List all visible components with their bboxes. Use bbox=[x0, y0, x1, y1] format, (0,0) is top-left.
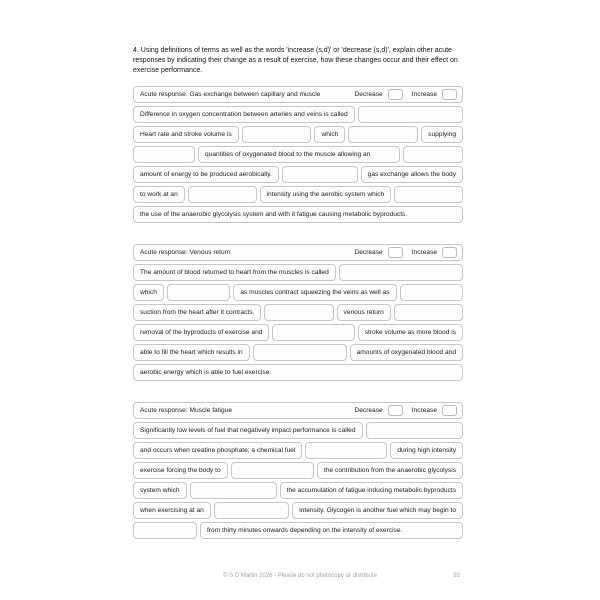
statement-box: exercise forcing the body to bbox=[133, 462, 228, 479]
section-title: Acute response: Gas exchange between capillary and muscle bbox=[140, 91, 321, 98]
statement-box: Significantly low levels of fuel that negatively impact performance is called bbox=[133, 422, 363, 439]
decrease-checkbox[interactable] bbox=[388, 89, 403, 100]
statement-box: venous return bbox=[337, 304, 391, 321]
increase-label: Increase bbox=[411, 249, 437, 256]
statement-row bbox=[133, 284, 463, 301]
answer-blank[interactable] bbox=[282, 166, 358, 183]
answer-blank[interactable] bbox=[358, 106, 463, 123]
answer-blank[interactable] bbox=[394, 304, 463, 321]
increase-label: Increase bbox=[411, 407, 437, 414]
answer-blank[interactable] bbox=[133, 522, 197, 539]
statement-box: amounts of oxygenated blood and bbox=[350, 344, 463, 361]
answer-blank[interactable] bbox=[167, 284, 230, 301]
increase-checkbox[interactable] bbox=[442, 89, 457, 100]
statement-box: aerobic energy which is able to fuel exercise. bbox=[133, 364, 463, 381]
statement-row bbox=[133, 344, 463, 361]
statement-box: removal of the byproducts of exercise and bbox=[133, 324, 269, 341]
statement-box: gas exchange allows the body bbox=[361, 166, 463, 183]
page-footer bbox=[0, 573, 600, 585]
answer-blank[interactable] bbox=[403, 146, 463, 163]
statement-box: which bbox=[133, 284, 164, 301]
statement-row bbox=[133, 462, 463, 479]
acute-response-section bbox=[133, 244, 463, 381]
answer-blank[interactable] bbox=[348, 126, 418, 143]
statement-row bbox=[133, 482, 463, 499]
answer-blank[interactable] bbox=[400, 284, 463, 301]
statement-box: supplying bbox=[421, 126, 463, 143]
statement-row bbox=[133, 304, 463, 321]
decrease-checkbox[interactable] bbox=[388, 247, 403, 258]
statement-row bbox=[133, 166, 463, 183]
statement-box: which bbox=[314, 126, 345, 143]
statement-row bbox=[133, 422, 463, 439]
worksheet-sections bbox=[133, 86, 463, 539]
statement-box: Difference in oxygen concentration between arteries and veins is called bbox=[133, 106, 355, 123]
statement-box: the accumulation of fatigue inducing metabolic byproducts bbox=[280, 482, 463, 499]
answer-blank[interactable] bbox=[339, 264, 463, 281]
statement-row bbox=[133, 186, 463, 203]
statement-box: as muscles contract squeezing the veins as well as bbox=[233, 284, 396, 301]
statement-box: amount of energy to be produced aerobically. bbox=[133, 166, 279, 183]
statement-box: to work at an bbox=[133, 186, 185, 203]
answer-blank[interactable] bbox=[188, 186, 257, 203]
decrease-label: Decrease bbox=[354, 249, 383, 256]
statement-row bbox=[133, 264, 463, 281]
section-header-box bbox=[133, 86, 463, 103]
statement-box: quantities of oxygenated blood to the muscle allowing an bbox=[198, 146, 400, 163]
decrease-checkbox[interactable] bbox=[388, 405, 403, 416]
acute-response-section bbox=[133, 402, 463, 539]
question-heading: 4. Using definitions of terms as well as the words 'increase (s,d)' or 'decrease (s,d)', explain other acute responses by indicating their change as a result of exercise, how these changes occur and their effect on exercise performance. bbox=[133, 47, 458, 74]
answer-blank[interactable] bbox=[242, 126, 312, 143]
statement-row bbox=[133, 364, 463, 381]
decrease-label: Decrease bbox=[354, 91, 383, 98]
answer-blank[interactable] bbox=[305, 442, 387, 459]
statement-box: when exercising at an bbox=[133, 502, 211, 519]
statement-box: intensity using the aerobic system which bbox=[260, 186, 392, 203]
statement-row bbox=[133, 522, 463, 539]
statement-row bbox=[133, 146, 463, 163]
answer-blank[interactable] bbox=[133, 146, 195, 163]
statement-row bbox=[133, 502, 463, 519]
copyright-text: © S D Martin 2026 - Please do not photocopy or distribute bbox=[223, 573, 377, 579]
section-header-box bbox=[133, 402, 463, 419]
statement-box: the use of the anaerobic glycolysis system and with it fatigue causing metabolic byproducts. bbox=[133, 206, 463, 223]
statement-box: suction from the heart after it contracts. bbox=[133, 304, 261, 321]
statement-box: able to fill the heart which results in bbox=[133, 344, 250, 361]
statement-box: and occurs when creatine phosphate; a chemical fuel bbox=[133, 442, 302, 459]
answer-blank[interactable] bbox=[231, 462, 314, 479]
statement-box: intensity. Glycogen is another fuel which may begin to bbox=[292, 502, 463, 519]
answer-blank[interactable] bbox=[214, 502, 289, 519]
section-header-box bbox=[133, 244, 463, 261]
decrease-label: Decrease bbox=[354, 407, 383, 414]
section-header-row bbox=[133, 244, 463, 261]
statement-box: from thirty minutes onwards depending on the intensity of exercise. bbox=[200, 522, 463, 539]
answer-blank[interactable] bbox=[394, 186, 463, 203]
statement-box: Heart rate and stroke volume is bbox=[133, 126, 239, 143]
increase-label: Increase bbox=[411, 91, 437, 98]
section-header-row bbox=[133, 86, 463, 103]
section-title: Acute response: Venous return bbox=[140, 249, 231, 256]
statement-box: system which bbox=[133, 482, 187, 499]
statement-row bbox=[133, 106, 463, 123]
answer-blank[interactable] bbox=[366, 422, 463, 439]
increase-checkbox[interactable] bbox=[442, 247, 457, 258]
statement-box: The amount of blood returned to heart from the muscles is called bbox=[133, 264, 336, 281]
statement-box: stroke volume as more blood is bbox=[358, 324, 463, 341]
statement-row bbox=[133, 442, 463, 459]
answer-blank[interactable] bbox=[264, 304, 333, 321]
answer-blank[interactable] bbox=[190, 482, 277, 499]
answer-blank[interactable] bbox=[272, 324, 354, 341]
statement-box: the contribution from the anaerobic glycolysis bbox=[317, 462, 463, 479]
statement-row bbox=[133, 324, 463, 341]
statement-row bbox=[133, 126, 463, 143]
acute-response-section bbox=[133, 86, 463, 223]
page-number: 93 bbox=[453, 573, 460, 579]
section-header-row bbox=[133, 402, 463, 419]
statement-box: during high intensity bbox=[390, 442, 463, 459]
answer-blank[interactable] bbox=[253, 344, 347, 361]
increase-checkbox[interactable] bbox=[442, 405, 457, 416]
page-content bbox=[133, 46, 463, 560]
section-title: Acute response: Muscle fatigue bbox=[140, 407, 232, 414]
statement-row bbox=[133, 206, 463, 223]
